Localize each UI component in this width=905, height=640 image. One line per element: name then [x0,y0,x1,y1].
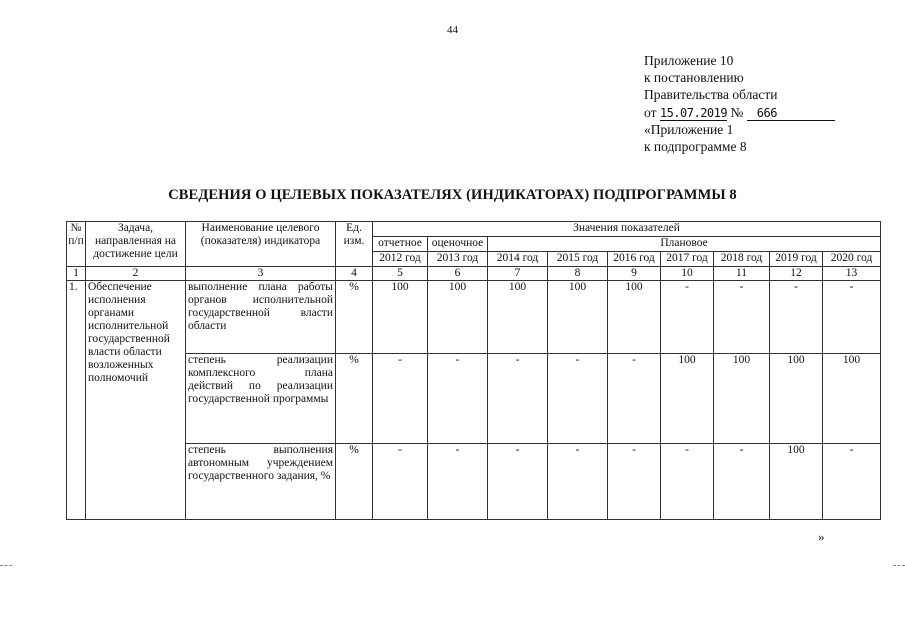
indicator-value: - [714,281,770,354]
indicator-value: - [608,354,661,444]
indicator-value: - [373,444,428,520]
indicator-value: 100 [608,281,661,354]
decree-date: 15.07.2019 [659,105,728,120]
indicator-value: - [548,354,608,444]
column-number: 9 [608,267,661,281]
header-year: 2013 год [428,252,488,267]
indicator-value: - [488,444,548,520]
crop-mark [893,565,905,566]
column-number: 1 [67,267,86,281]
decree-number: 666 [747,107,835,121]
column-number: 11 [714,267,770,281]
header-year: 2015 год [548,252,608,267]
header-year: 2012 год [373,252,428,267]
document-title: СВЕДЕНИЯ О ЦЕЛЕВЫХ ПОКАЗАТЕЛЯХ (ИНДИКАТОРАХ) ПОДПРОГРАММЫ 8 [168,187,737,203]
header-estimated: оценочное [428,237,488,252]
header-planned: Плановое [488,237,881,252]
indicator-value: - [661,281,714,354]
indicator-value: 100 [823,354,881,444]
column-number: 6 [428,267,488,281]
table-row [67,354,881,444]
appendix-line: Приложение 10 [644,53,734,68]
header-row [67,222,881,237]
header-year: 2020 год [823,252,881,267]
indicator-value: - [428,444,488,520]
header-year: 2018 год [714,252,770,267]
indicator-value: 100 [428,281,488,354]
header-values: Значения показателей [373,222,881,237]
crop-mark [0,565,12,566]
header-task: Задача, направленная на достижение цели [86,222,186,267]
column-number: 4 [336,267,373,281]
indicator-value: - [770,281,823,354]
indicator-unit: % [336,444,373,520]
indicators-table [66,221,881,520]
indicator-value: 100 [770,444,823,520]
indicator-unit: % [336,354,373,444]
column-number: 12 [770,267,823,281]
header-year: 2019 год [770,252,823,267]
indicator-value: 100 [661,354,714,444]
header-year: 2017 год [661,252,714,267]
column-number: 10 [661,267,714,281]
indicator-value: 100 [488,281,548,354]
indicator-value: 100 [373,281,428,354]
indicator-value: - [548,444,608,520]
page-number: 44 [447,24,458,36]
column-number: 8 [548,267,608,281]
appendix-line: к подпрограмме 8 [644,139,747,155]
header-num: № п/п [67,222,86,267]
column-number: 7 [488,267,548,281]
indicator-value: 100 [770,354,823,444]
header-indicator-name: Наименование целевого (показателя) индикатора [186,222,336,267]
indicator-value: 100 [714,354,770,444]
appendix-line: к постановлению [644,70,744,86]
indicator-value: - [608,444,661,520]
column-number: 2 [86,267,186,281]
header-unit: Ед. изм. [336,222,373,267]
indicator-name: степень выполнения автономным учреждением государственного задания, % [186,444,336,520]
indicator-value: - [823,281,881,354]
indicator-name: степень реализации комплексного плана действий по реализации государственной программы [186,354,336,444]
task-text: Обеспечение исполнения органами исполнительной государственной власти области возложенных полномочий [86,281,186,520]
appendix-line: Правительства области [644,87,778,103]
table-row [67,281,881,354]
indicator-value: - [661,444,714,520]
indicator-value: - [373,354,428,444]
indicator-unit: % [336,281,373,354]
column-number: 5 [373,267,428,281]
indicator-value: - [488,354,548,444]
indicator-value: 100 [548,281,608,354]
indicator-value: - [823,444,881,520]
indicator-value: - [428,354,488,444]
header-year: 2016 год [608,252,661,267]
appendix-line: «Приложение 1 [644,121,734,137]
table-row [67,444,881,520]
header-year: 2014 год [488,252,548,267]
column-number: 3 [186,267,336,281]
header-reporting: отчетное [373,237,428,252]
indicator-value: - [714,444,770,520]
appendix-block [644,52,835,155]
task-number: 1. [67,281,86,520]
indicator-name: выполнение плана работы органов исполнительной государственной власти области [186,281,336,354]
date-prefix: от [644,104,660,120]
appendix-date-line [644,104,835,121]
closing-quote: » [818,529,825,544]
number-prefix: № [727,104,747,120]
column-number: 13 [823,267,881,281]
column-numbers-row [67,267,881,281]
